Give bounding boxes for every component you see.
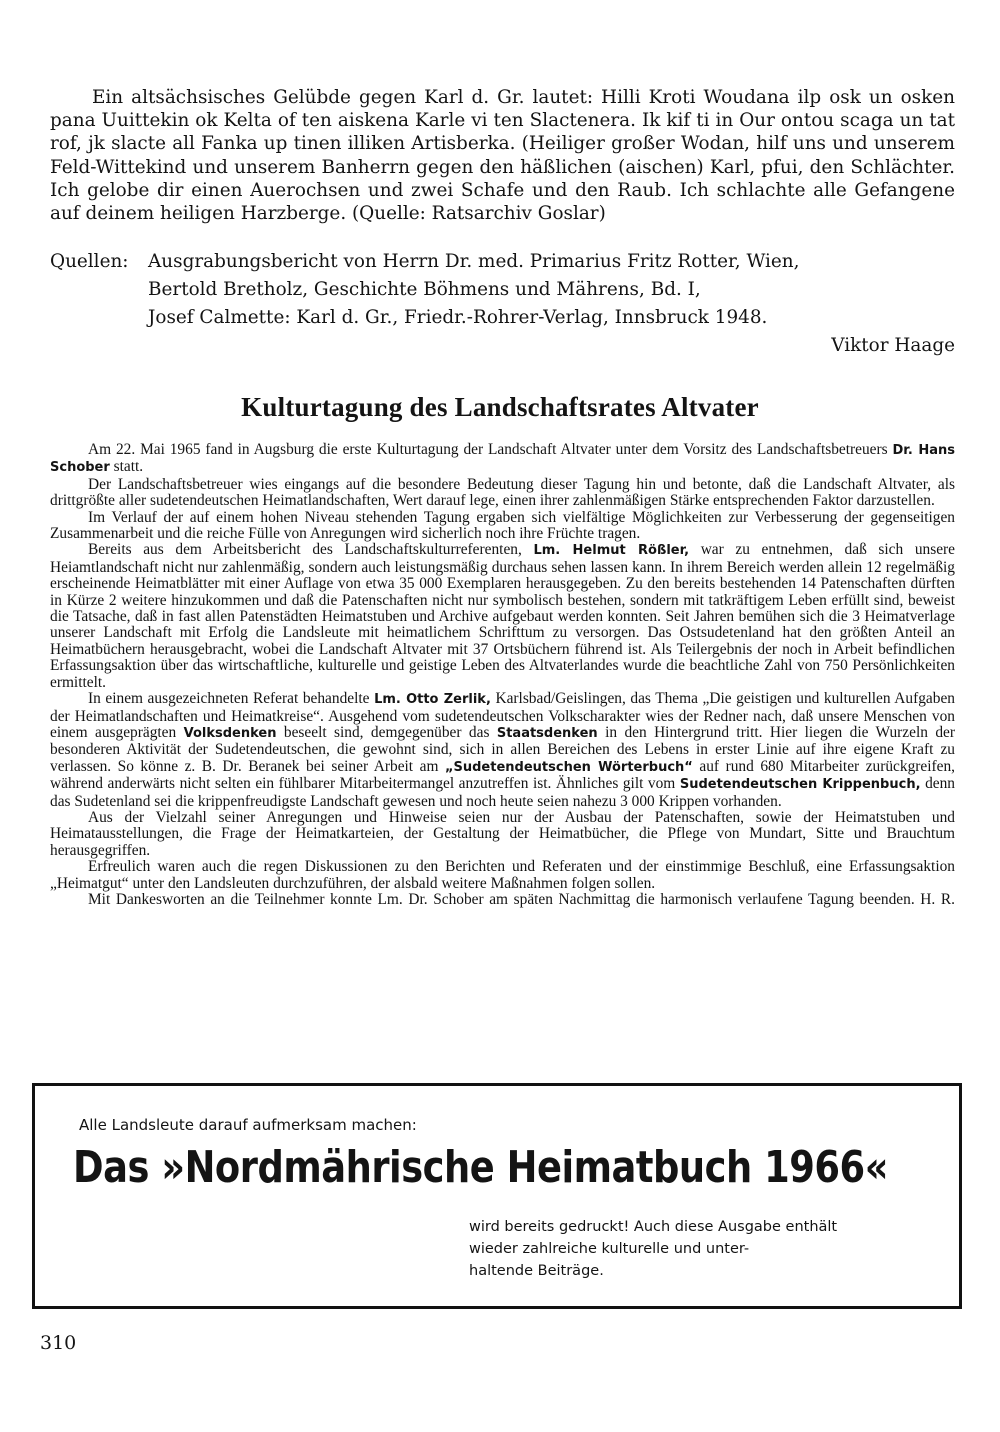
article-paragraph: Im Verlauf der auf einem hohen Niveau stehenden Tagung ergaben sich vielfältige Möglichkeiten zur Verbesserung der gegenseitigen Zusammenarbeit und die reiche Fülle von Anregungen wird sicherlich noch ihre Früchte tragen. bbox=[50, 508, 955, 543]
ad-headline: Das »Nordmährische Heimatbuch 1966« bbox=[73, 1142, 889, 1193]
text-run: In einem ausgezeichneten Referat behandelte bbox=[88, 690, 370, 708]
article-paragraph bbox=[50, 892, 955, 908]
text-run: statt. bbox=[113, 458, 144, 476]
ad-body bbox=[469, 1216, 929, 1282]
intro-paragraph: Ein altsächsisches Gelübde gegen Karl d. Gr. lautet: Hilli Kroti Woudana ilp osk un osken pana Uuittekin ok Kelta of ten aiskena Karle vi ten Slactenera. Ik kif ti in Our ontou scaga un tat rof, jk slacte all Fanka up tinen illiken Artisberka. (Heiliger großer Wodan, hilf uns und unserem Feld-Wittekind und unserem Banherrn gegen den häßlichen (aischen) Karl, pfui, den Schlächter. Ich gelobe dir einen Auerochsen und zwei Schafe und den Raub. Ich schlachte alle Gefangene auf deinem heiligen Harzberge. (Quelle: Ratsarchiv Goslar) bbox=[50, 87, 955, 225]
article-paragraph: Erfreulich waren auch die regen Diskussionen zu den Berichten und Referaten und der einstimmige Beschluß, eine Erfassungsaktion „Heimatgut“ unter den Landsleuten durchzuführen, der alsbald weitere Maßnahmen folgen sollen. bbox=[50, 858, 955, 892]
advertisement-box bbox=[32, 1083, 962, 1309]
sources-label: Quellen: bbox=[50, 251, 129, 272]
ad-body-line: haltende Beiträge. bbox=[469, 1263, 604, 1279]
text-run: denn das Sudetenland sei die krippenfreudigste Landschaft gewesen und noch heute seien nahezu 3 000 Krippen vorhanden. bbox=[50, 775, 955, 810]
intro-author: Viktor Haage bbox=[831, 335, 955, 356]
source-line: Josef Calmette: Karl d. Gr., Friedr.-Rohrer-Verlag, Innsbruck 1948. bbox=[148, 307, 768, 328]
text-run: auf rund 680 Mitarbeiter zurückgreifen, während anderwärts nicht selten ein fühlbarer Mitarbeitermangel anzutreffen ist. Ähnliches gilt vom bbox=[50, 757, 955, 793]
page-number: 310 bbox=[40, 1332, 77, 1354]
emphasis-term: Volksdenken bbox=[183, 725, 277, 741]
article-body bbox=[50, 442, 955, 908]
person-name: Lm. Helmut Rößler, bbox=[533, 543, 690, 559]
article-paragraph: Aus der Vielzahl seiner Anregungen und Hinweise seien nur der Ausbau der Patenschaften, sowie der Heimatstuben und Heimatausstellungen, die Frage der Heimatkarteien, der Gestaltung der Heimatbücher, die Pflege von Mundart, Sitte und Brauchtum herausgegriffen. bbox=[50, 808, 955, 859]
emphasis-term: Sudetendeutschen Krippenbuch, bbox=[679, 777, 921, 793]
text-run: Mit Dankesworten an die Teilnehmer konnte Lm. Dr. Schober am späten Nachmittag die harmonisch verlaufene Tagung beenden. bbox=[88, 890, 915, 908]
source-line: Ausgrabungsbericht von Herrn Dr. med. Primarius Fritz Rotter, Wien, bbox=[148, 251, 800, 272]
article-paragraph bbox=[50, 442, 955, 477]
emphasis-term: Staatsdenken bbox=[496, 725, 598, 741]
ad-body-line: wieder zahlreiche kulturelle und unter- bbox=[469, 1241, 750, 1257]
article-signature: H. R. bbox=[920, 890, 955, 908]
article-title: Kulturtagung des Landschaftsrates Altvater bbox=[241, 392, 759, 422]
text-run: Am 22. Mai 1965 fand in Augsburg die erste Kulturtagung der Landschaft Altvater unter dem Vorsitz des Landschaftsbetreuers bbox=[88, 441, 888, 458]
ad-body-line: wird bereits gedruckt! Auch diese Ausgabe enthält bbox=[469, 1219, 838, 1235]
source-line: Bertold Bretholz, Geschichte Böhmens und Mährens, Bd. I, bbox=[148, 279, 701, 300]
person-name: Lm. Otto Zerlik, bbox=[374, 692, 491, 708]
text-run: Bereits aus dem Arbeitsbericht des Landschaftskulturreferenten, bbox=[88, 541, 522, 559]
person-name: Dr. Hans Schober bbox=[50, 443, 955, 476]
text-run: Karlsbad/Geislingen, das Thema „Die geistigen und kulturellen Aufgaben der Heimatlandschaften und Heimatkreise“. Ausgehend vom sudetendeutschen Volkscharakter wies der Redner nach, daß unsere Menschen von einem ausgeprägten bbox=[50, 690, 955, 741]
article-paragraph: Der Landschaftsbetreuer wies eingangs auf die besondere Bedeutung dieser Tagung hin und betonte, daß die Landschaft Altvater, als drittgrößte aller sudetendeutschen Heimatlandschaften, Wert darauf lege, einen ihrer zahlenmäßigen Stärke entsprechenden Faktor darzustellen. bbox=[50, 475, 955, 510]
article-paragraph bbox=[50, 542, 955, 691]
closing-line bbox=[50, 892, 955, 908]
emphasis-term: „Sudetendeutschen Wörterbuch“ bbox=[444, 759, 693, 775]
ad-kicker: Alle Landsleute darauf aufmerksam machen: bbox=[79, 1116, 417, 1134]
text-run: in den Hintergrund tritt. Hier liegen die Wurzeln der besonderen Aktivität der Sudetendeutschen, die gewohnt sind, sich in allen Bereichen des Lebens in erster Linie auf ihre eigene Kraft zu verlassen. So könne z. B. Dr. Beranek bei seiner Arbeit am bbox=[50, 723, 955, 775]
text-run: war zu entnehmen, daß sich unsere Heiamtlandschaft nicht nur zahlenmäßig, sondern auch leistungsmäßig durchaus sehen lassen kann. In ihrem Bereich werden allein 12 regelmäßig erscheinende Heimatblätter mit einer Auflage von etwa 35 000 Exemplaren herausgegeben. Zu den bereits bestehenden 14 Patenschaften dürften in Kürze 2 weitere hinzukommen und daß die Patenschaften nicht nur symbolisch bestehen, sondern mit tatkräftigem Leben erfüllt sind, beweist die Tatsache, daß in fast allen Patenstädten Heimatstuben und Archive aufgebaut werden konnten. Seit Jahren bemühen sich die 3 Heimatverlage unserer Landschaft mit Erfolg die Landsleute mit heimatlichem Schrifttum zu versorgen. Das Ostsudetenland hat den größten Anteil an Heimatbüchern herausgebracht, wobei die Landschaft Altvater mit 37 Ortsbüchern führend ist. Als Teilergebnis der noch in Arbeit befindlichen Erfassungsaktion über das wirtschaftliche, kulturelle und geistige Leben des Altvaterlandes wurde die beachtliche Zahl von 750 Persönlichkeiten ermittelt. bbox=[50, 541, 956, 691]
text-run: beseelt sind, demgegenüber das bbox=[283, 723, 490, 741]
article-paragraph bbox=[50, 691, 955, 810]
